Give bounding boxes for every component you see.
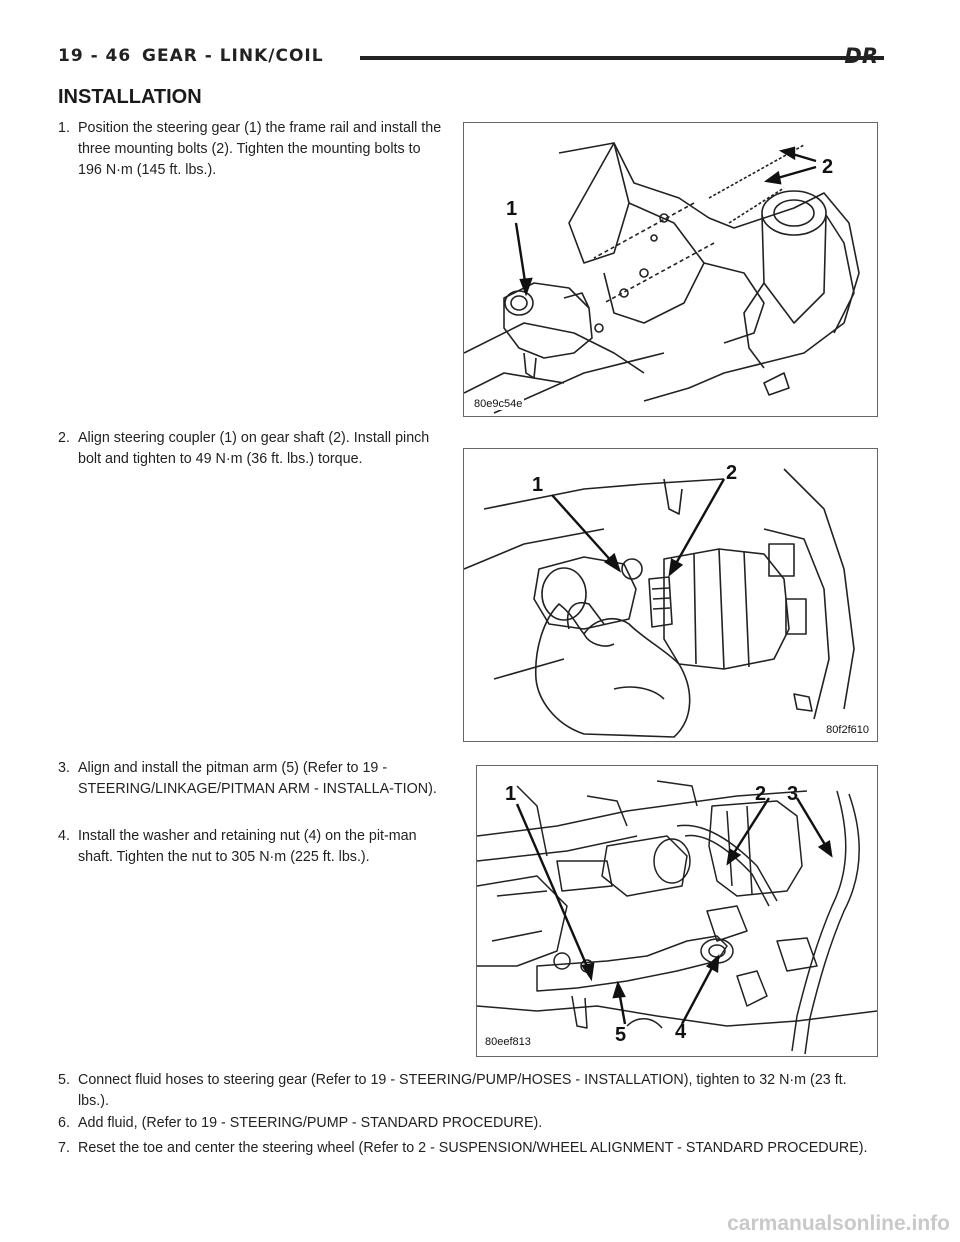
step-7	[58, 1138, 878, 1159]
step-text: Install the washer and retaining nut (4) on the pit-man shaft. Tighten the nut to 305 N·m (225 ft. lbs.).	[78, 828, 417, 865]
figure-steering-coupler	[463, 448, 878, 742]
step-number: 3.	[58, 760, 70, 776]
step-text: Position the steering gear (1) the frame rail and install the three mounting bolts (2). Tighten the mounting bolts to 196 N·m (145 ft. lbs.).	[78, 120, 442, 178]
steering-coupler-illustration	[464, 449, 877, 741]
step-number: 1.	[58, 120, 70, 136]
step-number: 6.	[58, 1115, 70, 1131]
page-header	[58, 44, 878, 74]
step-5	[58, 1070, 878, 1112]
callout-2: 2	[726, 462, 738, 484]
callout-1: 1	[532, 474, 544, 496]
step-4	[58, 826, 444, 868]
step-2	[58, 428, 444, 470]
pitman-arm-illustration	[477, 766, 877, 1056]
callout-1: 1	[505, 783, 517, 805]
step-number: 4.	[58, 828, 70, 844]
step-6	[58, 1113, 878, 1134]
figure-steering-gear-mounting	[463, 122, 878, 417]
figure-code: 80eef813	[485, 1036, 531, 1048]
step-number: 5.	[58, 1072, 70, 1088]
steering-gear-mounting-illustration	[464, 123, 877, 416]
step-text: Add fluid, (Refer to 19 - STEERING/PUMP - STANDARD PROCEDURE).	[78, 1115, 543, 1131]
step-text: Reset the toe and center the steering wheel (Refer to 2 - SUSPENSION/WHEEL ALIGNMENT - STANDARD PROCEDURE).	[78, 1140, 868, 1156]
watermark[interactable]: carmanualsonline.info	[727, 1212, 950, 1235]
step-number: 7.	[58, 1140, 70, 1156]
callout-4: 4	[675, 1021, 687, 1043]
model-code: DR	[844, 44, 878, 68]
step-number: 2.	[58, 430, 70, 446]
step-3	[58, 758, 444, 800]
section-header-title: GEAR - LINK/COIL	[142, 46, 324, 66]
callout-3: 3	[787, 783, 799, 805]
callout-2: 2	[755, 783, 767, 805]
figure-pitman-arm	[476, 765, 878, 1057]
page-number: 19 - 46	[58, 46, 132, 66]
callout-1: 1	[506, 198, 518, 220]
step-1	[58, 118, 444, 181]
callout-5: 5	[615, 1024, 627, 1046]
step-text: Connect fluid hoses to steering gear (Refer to 19 - STEERING/PUMP/HOSES - INSTALLATION), tighten to 32 N·m (23 ft. lbs.).	[78, 1072, 847, 1109]
step-text: Align and install the pitman arm (5) (Refer to 19 - STEERING/LINKAGE/PITMAN ARM - INSTALLA-TION).	[78, 760, 437, 797]
step-text: Align steering coupler (1) on gear shaft (2). Install pinch bolt and tighten to 49 N·m (36 ft. lbs.) torque.	[78, 430, 430, 467]
figure-code: 80f2f610	[826, 724, 869, 736]
callout-2: 2	[822, 156, 834, 178]
section-title: INSTALLATION	[58, 86, 202, 108]
figure-code: 80e9c54e	[474, 398, 523, 410]
header-rule	[360, 56, 884, 60]
